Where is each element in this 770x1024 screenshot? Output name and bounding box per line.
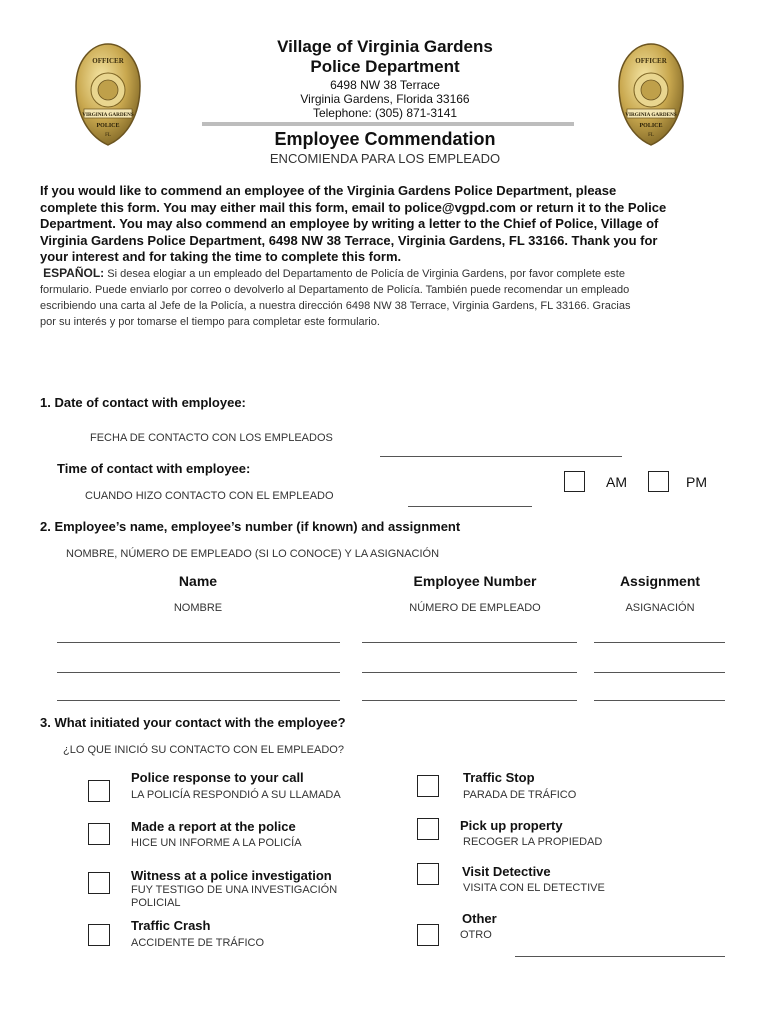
made-report-checkbox[interactable] xyxy=(88,823,110,845)
traffic-crash-checkbox[interactable] xyxy=(88,924,110,946)
badge-city-text: VIRGINIA GARDENS xyxy=(82,112,134,118)
option-pick-up-property: Pick up property xyxy=(460,818,563,833)
q2-sub: NOMBRE, NÚMERO DE EMPLEADO (SI LO CONOCE) Y LA ASIGNACIÓN xyxy=(66,548,440,560)
am-label: AM xyxy=(606,474,627,490)
pm-checkbox[interactable] xyxy=(648,471,669,492)
date-input-line[interactable] xyxy=(380,456,622,457)
intro-line: Department. You may also commend an employee by writing a letter to the Chief of Police, Village of xyxy=(40,216,659,232)
option-pick-up-property-es: RECOGER LA PROPIEDAD xyxy=(463,836,603,848)
assignment-input-line[interactable] xyxy=(594,672,725,673)
q1-time-sub: CUANDO HIZO CONTACTO CON EL EMPLEADO xyxy=(85,490,334,502)
header-title-line1: Village of Virginia Gardens xyxy=(277,37,493,56)
number-input-line[interactable] xyxy=(362,700,577,701)
q2-label: 2. Employee’s name, employee’s number (if known) and assignment xyxy=(40,519,461,534)
badge-officer-text: OFFICER xyxy=(92,57,124,65)
option-police-response: Police response to your call xyxy=(131,770,304,785)
badge-state-text: FL xyxy=(648,133,654,138)
espanol-line: ESPAÑOL: Si desea elogiar a un empleado del Departamento de Policía de Virginia Gardens, por favor complete este xyxy=(43,266,625,280)
badge-state-text: FL xyxy=(105,133,111,138)
col-name-sub: NOMBRE xyxy=(173,602,223,614)
assignment-input-line[interactable] xyxy=(594,700,725,701)
option-traffic-stop: Traffic Stop xyxy=(463,770,535,785)
visit-detective-checkbox[interactable] xyxy=(417,863,439,885)
col-number-sub: NÚMERO DE EMPLEADO xyxy=(409,602,541,614)
espanol-line: por su interés y por tomarse el tiempo para completar este formulario. xyxy=(40,316,380,328)
header-divider xyxy=(202,122,574,126)
pm-label: PM xyxy=(686,474,707,490)
intro-line: If you would like to commend an employee of the Virginia Gardens Police Department, please xyxy=(40,183,617,198)
option-traffic-crash: Traffic Crash xyxy=(131,918,211,933)
number-input-line[interactable] xyxy=(362,672,577,673)
option-police-response-es: LA POLICÍA RESPONDIÓ A SU LLAMADA xyxy=(131,789,341,801)
option-witness: Witness at a police investigation xyxy=(131,868,332,883)
pick-up-property-checkbox[interactable] xyxy=(417,818,439,840)
police-response-checkbox[interactable] xyxy=(88,780,110,802)
option-traffic-stop-es: PARADA DE TRÁFICO xyxy=(463,789,577,801)
espanol-paragraph xyxy=(40,265,760,330)
option-witness-es-line2: POLICIAL xyxy=(131,897,181,909)
badge-police-text: POLICE xyxy=(96,123,120,129)
number-input-line[interactable] xyxy=(362,642,577,643)
q1-time-label: Time of contact with employee: xyxy=(57,461,251,476)
other-checkbox[interactable] xyxy=(417,924,439,946)
col-name-header: Name xyxy=(178,573,218,589)
name-input-line[interactable] xyxy=(57,642,340,643)
other-input-line[interactable] xyxy=(515,956,725,957)
intro-line: Virginia Gardens Police Department, 6498 NW 38 Terrace, Virginia Gardens, FL 33166. Thank you for xyxy=(40,232,658,248)
police-badge-right-icon xyxy=(615,42,687,147)
name-input-line[interactable] xyxy=(57,700,340,701)
q3-sub: ¿LO QUE INICIÓ SU CONTACTO CON EL EMPLEADO? xyxy=(63,744,344,756)
traffic-stop-checkbox[interactable] xyxy=(417,775,439,797)
badge-police-text: POLICE xyxy=(639,123,663,129)
badge-city-text: VIRGINIA GARDENS xyxy=(625,112,677,118)
option-witness-es: FUY TESTIGO DE UNA INVESTIGACIÓN xyxy=(131,884,338,896)
time-input-line[interactable] xyxy=(408,506,532,507)
header-address-line1: 6498 NW 38 Terrace xyxy=(330,78,440,92)
q1-label: 1. Date of contact with employee: xyxy=(40,395,246,410)
assignment-input-line[interactable] xyxy=(594,642,725,643)
option-made-report: Made a report at the police xyxy=(131,819,296,834)
option-traffic-crash-es: ACCIDENTE DE TRÁFICO xyxy=(131,937,265,949)
am-checkbox[interactable] xyxy=(564,471,585,492)
police-badge-left-icon xyxy=(72,42,144,147)
espanol-line: formulario. Puede enviarlo por correo o devolverlo al Departamento de Policía. También puede recomendar un empleado xyxy=(40,284,630,296)
intro-line: your interest and for taking the time to complete this form. xyxy=(40,249,402,265)
col-assignment-header: Assignment xyxy=(619,573,701,589)
q3-label: 3. What initiated your contact with the employee? xyxy=(40,715,346,730)
header-telephone: Telephone: (305) 871-3141 xyxy=(312,106,458,120)
header-address-line2: Virginia Gardens, Florida 33166 xyxy=(300,92,470,106)
header-title-line2: Police Department xyxy=(310,57,460,76)
col-assignment-sub: ASIGNACIÓN xyxy=(625,602,695,614)
option-other-es: OTRO xyxy=(460,929,492,941)
espanol-label: ESPAÑOL: xyxy=(43,266,105,280)
espanol-line: escribiendo una carta al Jefe de la Policía, a nuestra dirección 6498 NW 38 Terrace, Virginia Gardens, FL 33166. Gracias xyxy=(40,300,631,312)
intro-paragraph xyxy=(40,183,740,266)
option-other: Other xyxy=(462,911,497,926)
option-visit-detective-es: VISITA CON EL DETECTIVE xyxy=(463,882,605,894)
q1-date-sub: FECHA DE CONTACTO CON LOS EMPLEADOS xyxy=(90,432,333,444)
badge-officer-text: OFFICER xyxy=(635,57,667,65)
intro-line: complete this form. You may either mail this form, email to police@vgpd.com or return it to the Police xyxy=(40,199,667,215)
form-subtitle: ENCOMIENDA PARA LOS EMPLEADO xyxy=(269,151,501,166)
option-visit-detective: Visit Detective xyxy=(462,864,551,879)
witness-checkbox[interactable] xyxy=(88,872,110,894)
option-made-report-es: HICE UN INFORME A LA POLICÍA xyxy=(131,837,302,849)
form-title: Employee Commendation xyxy=(274,129,496,149)
name-input-line[interactable] xyxy=(57,672,340,673)
col-number-header: Employee Number xyxy=(413,573,537,589)
